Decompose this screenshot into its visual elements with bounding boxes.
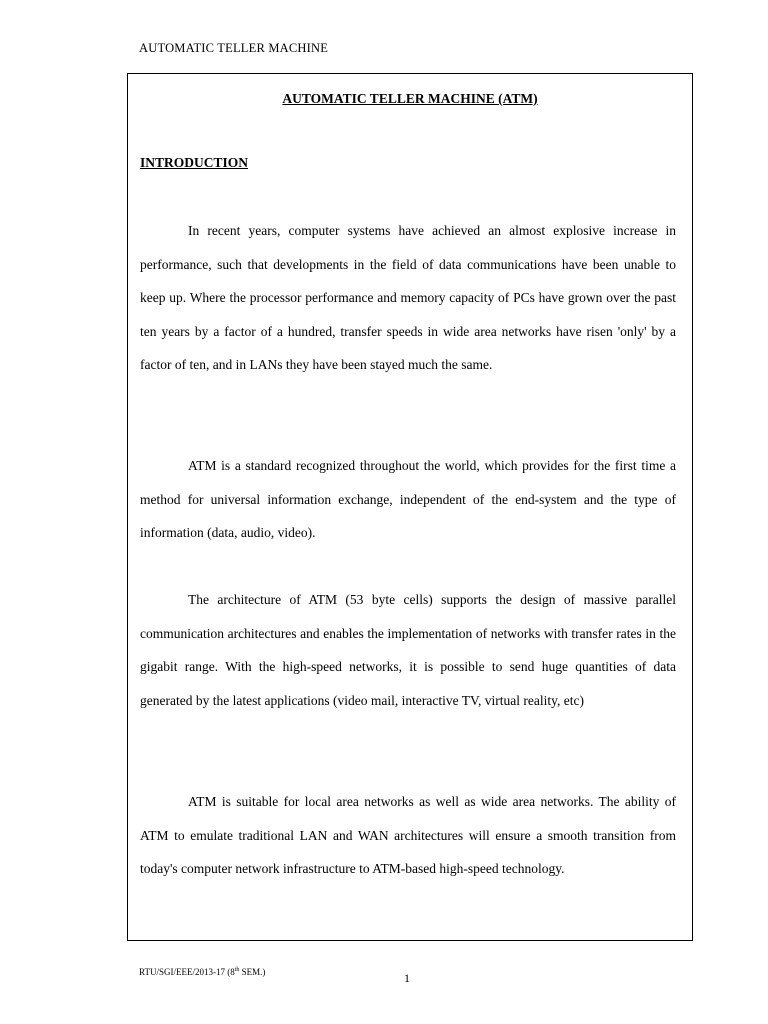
footer-course-code: [139, 967, 265, 977]
paragraph-1: In recent years, computer systems have achieved an almost explosive increase in performance, such that developments in the field of data communications have been unable to keep up. Where the processor performance and memory capacity of PCs have grown over the past ten years by a factor of a hundred, transfer speeds in wide area networks have risen 'only' by a factor of ten, and in LANs they have been stayed much the same.: [140, 223, 676, 372]
page-border-frame: [127, 73, 693, 941]
page-number: 1: [404, 971, 410, 985]
running-header: AUTOMATIC TELLER MACHINE: [139, 41, 329, 55]
footer-course-code-sup: th: [234, 967, 240, 973]
paragraph-2: ATM is a standard recognized throughout the world, which provides for the first time a method for universal information exchange, independent of the end-system and the type of information (data, audio, video).: [140, 458, 676, 540]
footer-course-code-suffix: SEM.): [239, 967, 266, 977]
document-title: AUTOMATIC TELLER MACHINE (ATM): [282, 91, 538, 106]
footer-course-code-prefix: RTU/SGI/EEE/2013-17 (8: [139, 967, 235, 977]
paragraph-3: The architecture of ATM (53 byte cells) supports the design of massive parallel communication architectures and enables the implementation of networks with transfer rates in the gigabit range. With the high-speed networks, it is possible to send huge quantities of data generated by the latest applications (video mail, interactive TV, virtual reality, etc): [140, 592, 676, 708]
paragraph-4: ATM is suitable for local area networks as well as wide area networks. The ability of ATM to emulate traditional LAN and WAN architectures will ensure a smooth transition from today's computer network infrastructure to ATM-based high-speed technology.: [140, 794, 676, 876]
section-heading-introduction: INTRODUCTION: [140, 155, 249, 170]
